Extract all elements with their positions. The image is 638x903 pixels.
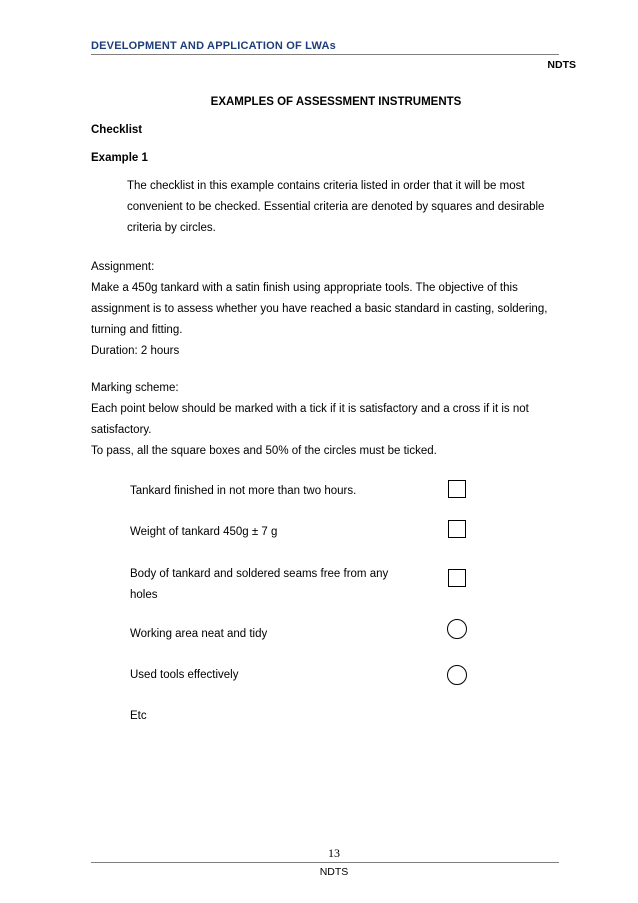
- intro-paragraph: [127, 176, 544, 239]
- assignment-line: Make a 450g tankard with a satin finish using appropriate tools. The objective of this: [91, 282, 518, 294]
- running-header-title: DEVELOPMENT AND APPLICATION OF LWAs: [91, 40, 336, 52]
- intro-line: The checklist in this example contains criteria listed in order that it will be most: [127, 180, 525, 192]
- marking-label: Marking scheme:: [91, 382, 179, 394]
- pass-rule: To pass, all the square boxes and 50% of the circles must be ticked.: [91, 445, 437, 457]
- checklist-item: Tankard finished in not more than two hours.: [130, 485, 357, 497]
- footer-label: NDTS: [319, 866, 349, 878]
- assignment-label: Assignment:: [91, 261, 155, 273]
- checklist-item: Etc: [130, 710, 147, 722]
- essential-square-box[interactable]: [448, 480, 466, 498]
- example-title: Example 1: [91, 152, 148, 164]
- checklist-item-line: holes: [130, 589, 158, 601]
- header-rule: [91, 54, 559, 55]
- checklist-item: Working area neat and tidy: [130, 628, 268, 640]
- page-number: 13: [328, 846, 340, 860]
- checklist-item: Used tools effectively: [130, 669, 239, 681]
- section-title: Checklist: [91, 124, 143, 136]
- assignment-line: turning and fitting.: [91, 324, 183, 336]
- marking-block: [91, 378, 529, 462]
- assignment-line: assignment is to assess whether you have reached a basic standard in casting, soldering,: [91, 303, 548, 315]
- footer-rule: [91, 862, 559, 863]
- intro-line: convenient to be checked. Essential criteria are denoted by squares and desirable: [127, 201, 545, 213]
- essential-square-box[interactable]: [448, 520, 466, 538]
- assignment-block: [91, 257, 547, 362]
- desirable-circle[interactable]: [447, 619, 467, 639]
- desirable-circle[interactable]: [447, 665, 467, 685]
- page-heading: EXAMPLES OF ASSESSMENT INSTRUMENTS: [210, 96, 462, 108]
- essential-square-box[interactable]: [448, 569, 466, 587]
- marking-line: Each point below should be marked with a tick if it is satisfactory and a cross if it is not: [91, 403, 529, 415]
- intro-line: criteria by circles.: [127, 222, 216, 234]
- checklist-item-line: Body of tankard and soldered seams free from any: [130, 568, 389, 580]
- marking-line: satisfactory.: [91, 424, 152, 436]
- checklist-item: [130, 564, 388, 606]
- checklist-item: Weight of tankard 450g ± 7 g: [130, 526, 278, 538]
- duration-text: Duration: 2 hours: [91, 345, 180, 357]
- running-header-label: NDTS: [547, 59, 576, 71]
